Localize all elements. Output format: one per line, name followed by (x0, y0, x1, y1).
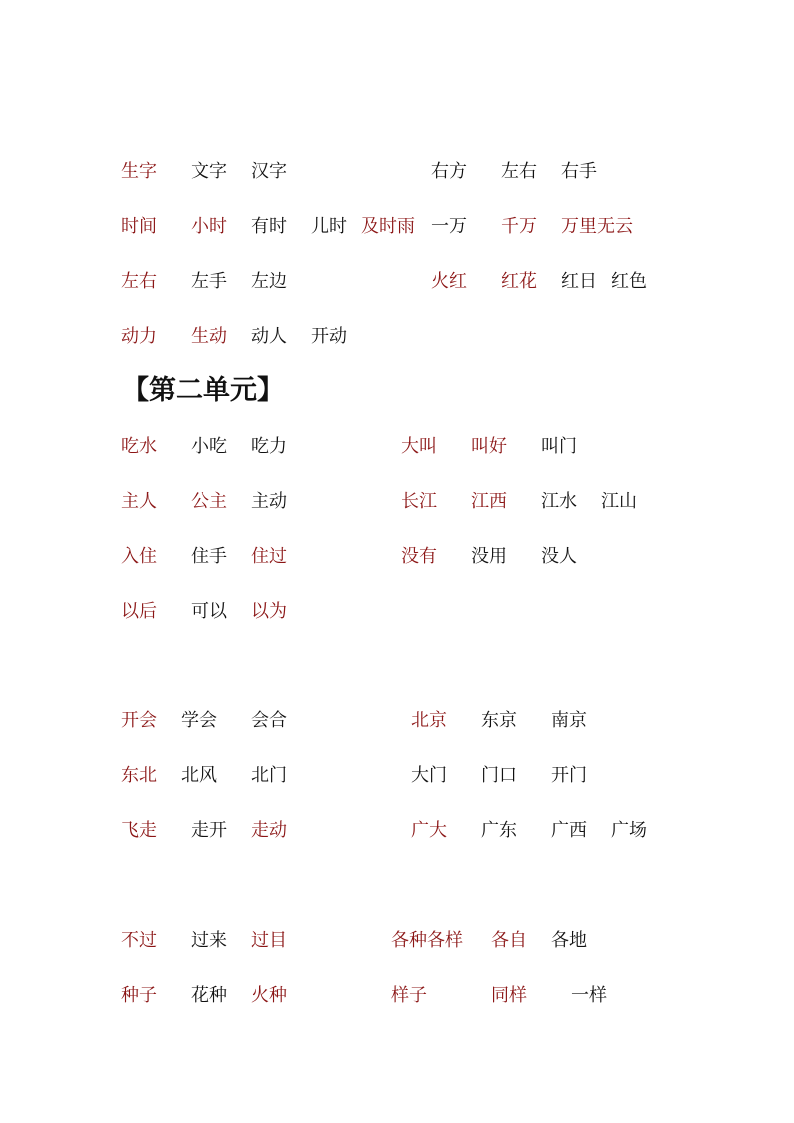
word-dongli: 动力 (121, 326, 157, 347)
word-yangzi: 样子 (391, 985, 427, 1006)
word-beijing: 北京 (411, 710, 447, 731)
word-dongbei: 东北 (121, 765, 157, 786)
word-gezhonggeyang: 各种各样 (391, 930, 463, 951)
word-beimen: 北门 (251, 765, 287, 786)
word-guangdong: 广东 (481, 820, 517, 841)
word-zhushou: 住手 (191, 546, 227, 567)
word-buguo: 不过 (121, 930, 157, 951)
word-tongyang: 同样 (491, 985, 527, 1006)
word-youshi: 有时 (251, 216, 287, 237)
word-huozhong: 火种 (251, 985, 287, 1006)
word-meiyong: 没用 (471, 546, 507, 567)
word-huazhong: 花种 (191, 985, 227, 1006)
word-shengzi: 生字 (121, 161, 157, 182)
word-guomu: 过目 (251, 930, 287, 951)
word-jiaomen: 叫门 (541, 436, 577, 457)
word-guangxi: 广西 (551, 820, 587, 841)
word-gezi: 各自 (491, 930, 527, 951)
word-zhuguo: 住过 (251, 546, 287, 567)
word-wenzi: 文字 (191, 161, 227, 182)
word-yiwan: 一万 (431, 216, 467, 237)
word-meiren: 没人 (541, 546, 577, 567)
word-zhudong: 主动 (251, 491, 287, 512)
word-kaihui: 开会 (121, 710, 157, 731)
word-ershi: 儿时 (311, 216, 347, 237)
word-zoukai: 走开 (191, 820, 227, 841)
word-guangchang: 广场 (611, 820, 647, 841)
word-meiyou: 没有 (401, 546, 437, 567)
word-dongjing: 东京 (481, 710, 517, 731)
word-feizou: 飞走 (121, 820, 157, 841)
word-yiwei: 以为 (251, 601, 287, 622)
word-gedi: 各地 (551, 930, 587, 951)
word-zhongzi: 种子 (121, 985, 157, 1006)
word-honghua: 红花 (501, 271, 537, 292)
word-xuehui: 学会 (181, 710, 217, 731)
word-kaidong: 开动 (311, 326, 347, 347)
word-ruzhu: 入住 (121, 546, 157, 567)
word-zuoshou: 左手 (191, 271, 227, 292)
word-zuoyou-2: 左右 (121, 271, 157, 292)
word-zuobian: 左边 (251, 271, 287, 292)
word-kaimen: 开门 (551, 765, 587, 786)
word-jiangshui: 江水 (541, 491, 577, 512)
section-heading: 【第二单元】 (122, 375, 284, 406)
word-chili: 吃力 (251, 436, 287, 457)
word-hanzi: 汉字 (251, 161, 287, 182)
word-zoudong: 走动 (251, 820, 287, 841)
word-zuoyou: 左右 (501, 161, 537, 182)
word-beifeng: 北风 (181, 765, 217, 786)
word-xiaoshi: 小时 (191, 216, 227, 237)
word-dajiao: 大叫 (401, 436, 437, 457)
word-shijian: 时间 (121, 216, 157, 237)
word-gongzhu: 公主 (191, 491, 227, 512)
word-chishui: 吃水 (121, 436, 157, 457)
word-xiaochi: 小吃 (191, 436, 227, 457)
word-damen: 大门 (411, 765, 447, 786)
word-guangda: 广大 (411, 820, 447, 841)
word-keyi: 可以 (191, 601, 227, 622)
word-jiangshan: 江山 (601, 491, 637, 512)
word-yiyang: 一样 (571, 985, 607, 1006)
word-youshou: 右手 (561, 161, 597, 182)
word-menkou: 门口 (481, 765, 517, 786)
word-yihou: 以后 (121, 601, 157, 622)
word-zhuren: 主人 (121, 491, 157, 512)
word-youfang: 右方 (431, 161, 467, 182)
word-jiangxi: 江西 (471, 491, 507, 512)
word-jiaohao: 叫好 (471, 436, 507, 457)
word-hongse: 红色 (611, 271, 647, 292)
word-wanliwuyun: 万里无云 (561, 216, 633, 237)
word-dongren: 动人 (251, 326, 287, 347)
word-jishiyu: 及时雨 (361, 216, 415, 237)
word-shengdong: 生动 (191, 326, 227, 347)
word-changjiang: 长江 (401, 491, 437, 512)
word-hongri: 红日 (561, 271, 597, 292)
word-nanjing: 南京 (551, 710, 587, 731)
word-qianwan: 千万 (501, 216, 537, 237)
word-huohong: 火红 (431, 271, 467, 292)
word-huihe: 会合 (251, 710, 287, 731)
word-guolai: 过来 (191, 930, 227, 951)
